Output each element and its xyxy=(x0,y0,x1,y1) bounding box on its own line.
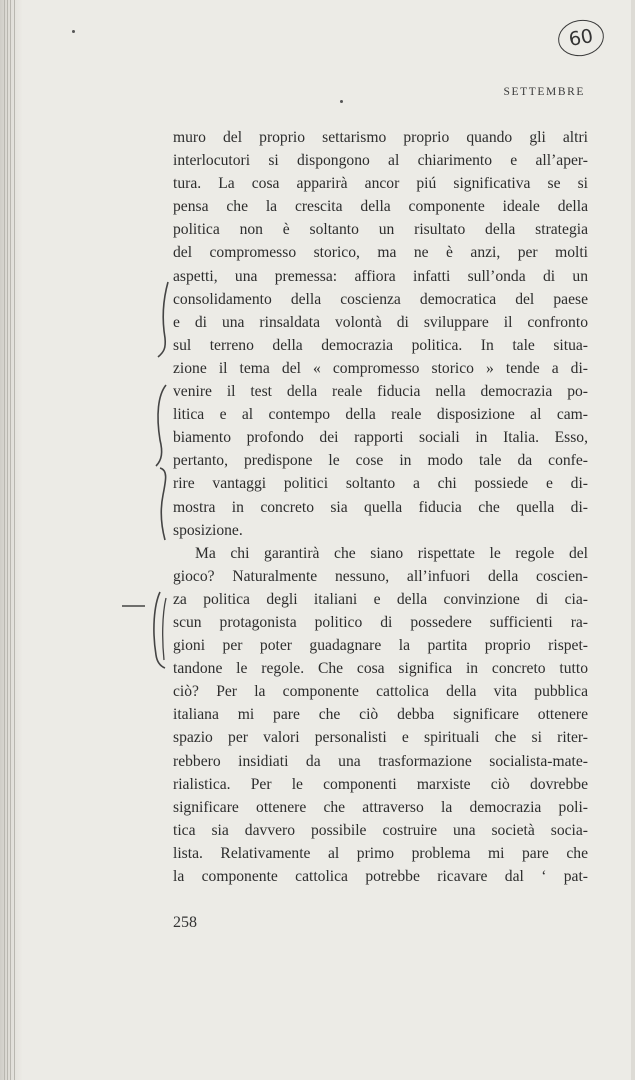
margin-bracket-mark xyxy=(160,468,166,540)
text-line: pertanto, predispone le cose in modo tale da confe- xyxy=(173,452,588,470)
text-line: biamento profondo dei rapporti sociali in Italia. Esso, xyxy=(173,429,588,447)
text-line: litica e al contempo della reale disposizione al cam- xyxy=(173,406,588,424)
text-line: za politica degli italiani e della convinzione di cia- xyxy=(173,590,588,608)
speck-mark xyxy=(72,30,75,33)
text-line: interlocutori si dispongono al chiarimento e all’aper- xyxy=(173,152,588,170)
text-line: aspetti, una premessa: affiora infatti sull’onda di un xyxy=(173,267,588,285)
text-line: rialistica. Per le componenti marxiste ciò dovrebbe xyxy=(173,775,588,793)
handwritten-page-number-text: 60 xyxy=(567,25,595,51)
text-line: significare ottenere che attraverso la democrazia poli- xyxy=(173,798,588,816)
text-line: Ma chi garantirà che siano rispettate le regole del xyxy=(195,544,588,562)
text-line: e di una rinsaldata volontà di sviluppare il confronto xyxy=(173,313,588,331)
text-line: italiana mi pare che ciò debba significare ottenere xyxy=(173,706,588,724)
text-line: spazio per valori personalisti e spirituali che si riter- xyxy=(173,729,588,747)
page-folio: 258 xyxy=(173,914,197,931)
speck-mark xyxy=(340,100,343,103)
text-line: la componente cattolica potrebbe ricavare dal ‘ pat- xyxy=(173,868,588,885)
text-line: tandone le regole. Che cosa significa in concreto tutto xyxy=(173,660,588,678)
text-line: pensa che la crescita della componente ideale della xyxy=(173,198,588,216)
text-line: sul terreno della democrazia politica. In tale situa- xyxy=(173,336,588,354)
text-line: del compromesso storico, ma ne è anzi, per molti xyxy=(173,244,588,262)
text-line: muro del proprio settarismo proprio quando gli altri xyxy=(173,129,588,146)
margin-bracket-mark xyxy=(158,282,168,357)
text-line: ciò? Per la componente cattolica della vita pubblica xyxy=(173,683,588,701)
text-line: mostra in concreto sia quella fiducia che quella di- xyxy=(173,498,588,516)
margin-bracket-mark xyxy=(156,385,166,466)
text-line: tica sia davvero possibile costruire una società socia- xyxy=(173,821,588,839)
text-line: gioco? Naturalmente nessuno, all’infuori della coscien- xyxy=(173,567,588,585)
text-line: tura. La cosa apparirà ancor piú significativa se si xyxy=(173,175,588,193)
text-line: consolidamento della coscienza democratica del paese xyxy=(173,290,588,308)
text-line: sposizione. xyxy=(173,521,243,539)
margin-bracket-mark xyxy=(163,598,166,660)
running-head: SETTEMBRE xyxy=(503,86,585,98)
text-line: lista. Relativamente al primo problema mi pare che xyxy=(173,844,588,862)
text-line: scun protagonista politico di possedere sufficienti ra- xyxy=(173,613,588,631)
text-line: gioni per poter guadagnare la partita proprio rispet- xyxy=(173,637,588,655)
text-line: rebbero insidiati da una trasformazione socialista-mate- xyxy=(173,752,588,770)
text-line: rire vantaggi politici soltanto a chi possiede e di- xyxy=(173,475,588,493)
text-line: politica non è soltanto un risultato della strategia xyxy=(173,221,588,239)
text-line: venire il test della reale fiducia nella democrazia po- xyxy=(173,383,588,401)
text-line: zione il tema del « compromesso storico » tende a di- xyxy=(173,359,588,377)
